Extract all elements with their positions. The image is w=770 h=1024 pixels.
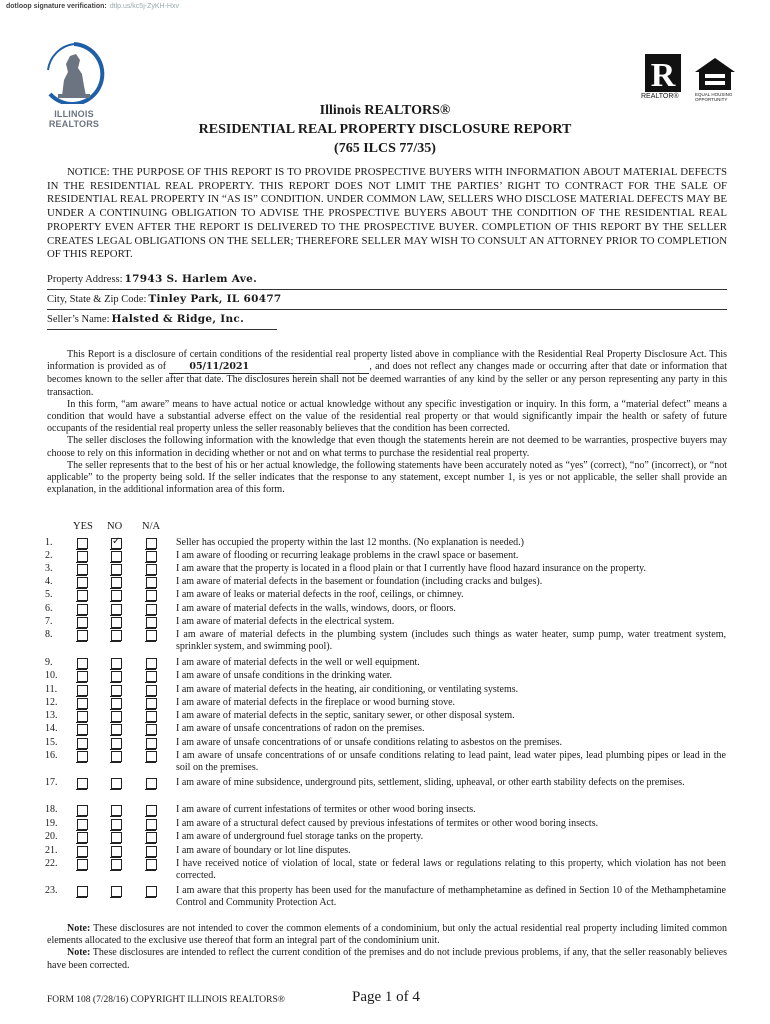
checkbox-yes[interactable] <box>77 551 88 562</box>
question-text: I am aware of material defects in the fireplace or wood burning stove. <box>176 697 456 708</box>
checkbox-na[interactable] <box>146 859 157 870</box>
checkbox-underline <box>145 588 156 589</box>
checkbox-underline <box>145 669 156 670</box>
checkbox-underline <box>110 575 121 576</box>
checkbox-yes[interactable] <box>77 832 88 843</box>
checkbox-yes[interactable] <box>77 538 88 549</box>
question-number: 17. <box>45 777 58 788</box>
question-text: I am aware of material defects in the electrical system. <box>176 616 395 627</box>
question-text: I am aware of a structural defect caused by previous infestations of termites or other wood boring insects. <box>176 818 599 829</box>
checkbox-no[interactable] <box>111 577 122 588</box>
checkbox-underline <box>110 641 121 642</box>
realtor-tag: REALTOR® <box>641 93 679 100</box>
checkbox-yes[interactable] <box>77 751 88 762</box>
question-text: I am aware of unsafe conditions in the drinking water. <box>176 670 393 681</box>
checkbox-underline <box>110 628 121 629</box>
notice-paragraph: NOTICE: THE PURPOSE OF THIS REPORT IS TO PROVIDE PROSPECTIVE BUYERS WITH INFORMATION ABOUT MATERIAL DEFECTS IN THE RESIDENTIAL REAL PROPERTY. THIS REPORT DOES NOT LIMIT THE PARTIES’ RIGHT TO CONTRACT FOR THE SALE OF RESIDENTIAL REAL PROPERTY IN “AS IS” CONDITION. UNDER COMMON LAW, SELLERS WHO DISCLOSE MATERIAL DEFECTS MAY BE UNDER A CONTINUING OBLIGATION TO ADVISE THE PROSPECTIVE BUYERS ABOUT THE CONDITION OF THE RESIDENTIAL REAL PROPERTY EVEN AFTER THE REPORT IS DELIVERED TO THE PROSPECTIVE BUYER. COMPLETION OF THIS REPORT BY THE SELLER CREATES LEGAL OBLIGATIONS ON THE SELLER; THEREFORE SELLER MAY WISH TO CONSULT AN ATTORNEY PRIOR TO COMPLETION OF THIS REPORT. <box>47 166 727 261</box>
checkbox-underline <box>110 843 121 844</box>
property-address-label: Property Address: <box>47 274 123 285</box>
question-number: 16. <box>45 750 58 761</box>
checkbox-no[interactable] <box>111 751 122 762</box>
checkbox-underline <box>145 549 156 550</box>
form-footer: FORM 108 (7/28/16) COPYRIGHT ILLINOIS REALTORS® <box>47 995 285 1005</box>
note-2: Note: These disclosures are intended to reflect the current condition of the premises and do not include previous problems, if any, that the seller reasonably believes have been corrected. <box>47 947 727 971</box>
question-number: 13. <box>45 710 58 721</box>
checkbox-underline <box>145 628 156 629</box>
checkbox-no[interactable] <box>111 805 122 816</box>
checkbox-underline <box>76 615 87 616</box>
checkbox-underline <box>76 601 87 602</box>
intro-section <box>47 349 727 496</box>
eho-tag: EQUAL HOUSING OPPORTUNITY <box>695 92 733 102</box>
checkbox-underline <box>110 749 121 750</box>
checkbox-underline <box>145 696 156 697</box>
checkbox-yes[interactable] <box>77 819 88 830</box>
checkbox-no[interactable] <box>111 832 122 843</box>
checkbox-no[interactable] <box>111 604 122 615</box>
checkbox-underline <box>76 857 87 858</box>
form-title: RESIDENTIAL REAL PROPERTY DISCLOSURE REPORT <box>198 122 572 137</box>
question-text: I have received notice of violation of local, state or federal laws or regulations relating to this property, which violation has not been corrected. <box>176 858 726 882</box>
question-number: 18. <box>45 804 58 815</box>
verification-label: dotloop signature verification: <box>6 3 107 10</box>
checkbox-na[interactable] <box>146 738 157 749</box>
checkbox-no[interactable] <box>111 551 122 562</box>
checkbox-yes[interactable] <box>77 711 88 722</box>
checkbox-na[interactable] <box>146 846 157 857</box>
checkbox-underline <box>145 562 156 563</box>
checkbox-no[interactable] <box>111 658 122 669</box>
question-number: 6. <box>45 603 53 614</box>
checkbox-na[interactable] <box>146 832 157 843</box>
city-label: City, State & Zip Code: <box>47 294 147 305</box>
question-number: 11. <box>45 684 58 695</box>
question-text: I am aware of mine subsidence, underground pits, settlement, sliding, upheaval, or other earth stability defects on the premises. <box>176 777 685 788</box>
lincoln-bust-icon <box>40 40 108 104</box>
disclosure-date[interactable]: 05/11/2021 <box>169 361 369 374</box>
checkbox-na[interactable] <box>146 778 157 789</box>
checkbox-no[interactable] <box>111 617 122 628</box>
checkbox-no[interactable] <box>111 711 122 722</box>
page-number: Page 1 of 4 <box>352 989 420 1005</box>
question-text: I am aware of material defects in the well or well equipment. <box>176 657 420 668</box>
checkbox-underline <box>145 641 156 642</box>
checkbox-underline <box>110 830 121 831</box>
signature-verification <box>6 3 179 10</box>
checkbox-underline <box>76 816 87 817</box>
checkbox-underline <box>76 575 87 576</box>
question-number: 14. <box>45 723 58 734</box>
checkbox-underline <box>110 549 121 550</box>
checkbox-underline <box>145 789 156 790</box>
question-number: 19. <box>45 818 58 829</box>
checkbox-underline <box>145 575 156 576</box>
intro-paragraph-3: The seller discloses the following information with the knowledge that even though the statements herein are not deemed to be warranties, prospective buyers may choose to rely on this information in deciding whether or not and on what terms to purchase the residential real property. <box>47 435 727 459</box>
checkbox-underline <box>145 709 156 710</box>
question-text: I am aware of unsafe concentrations of or unsafe conditions relating to asbestos on the premises. <box>176 737 562 748</box>
checkbox-underline <box>76 762 87 763</box>
checkbox-na[interactable] <box>146 564 157 575</box>
property-address-field[interactable] <box>47 273 727 290</box>
question-text: I am aware that this property has been used for the manufacture of methamphetamine as defined in Section 10 of the Methamphetamine Control and Community Protection Act. <box>176 885 726 909</box>
checkbox-no[interactable] <box>111 859 122 870</box>
question-text: I am aware of unsafe concentrations of or unsafe conditions relating to lead paint, lead water pipes, lead plumbing pipes or lead in the soil on the premises. <box>176 750 726 774</box>
checkbox-na[interactable] <box>146 617 157 628</box>
checkbox-no[interactable] <box>111 846 122 857</box>
checkbox-na[interactable] <box>146 671 157 682</box>
checkbox-yes[interactable] <box>77 698 88 709</box>
checkbox-underline <box>145 735 156 736</box>
question-number: 12. <box>45 697 58 708</box>
question-number: 1. <box>45 537 53 548</box>
question-number: 5. <box>45 589 53 600</box>
checkbox-na[interactable] <box>146 551 157 562</box>
checkbox-no[interactable] <box>111 630 122 641</box>
checkbox-underline <box>110 615 121 616</box>
checkbox-yes[interactable] <box>77 577 88 588</box>
question-text: I am aware of leaks or material defects in the roof, ceilings, or chimney. <box>176 589 464 600</box>
verification-link[interactable]: dtlp.us/kc5j-ZyKH-Hxv <box>109 3 179 10</box>
svg-text:R: R <box>650 57 676 94</box>
checkbox-yes[interactable] <box>77 658 88 669</box>
checkbox-no[interactable] <box>111 671 122 682</box>
question-number: 9. <box>45 657 53 668</box>
checkbox-na[interactable] <box>146 805 157 816</box>
checkbox-underline <box>145 857 156 858</box>
checkbox-underline <box>76 669 87 670</box>
checkbox-underline <box>110 735 121 736</box>
checkbox-underline <box>76 843 87 844</box>
checkbox-underline <box>76 628 87 629</box>
checkbox-yes[interactable] <box>77 630 88 641</box>
checkbox-yes[interactable] <box>77 671 88 682</box>
checkbox-na[interactable] <box>146 590 157 601</box>
checkbox-yes[interactable] <box>77 604 88 615</box>
checkbox-underline <box>110 762 121 763</box>
checkbox-yes[interactable] <box>77 738 88 749</box>
checkbox-underline <box>76 897 87 898</box>
checkbox-yes[interactable] <box>77 617 88 628</box>
checkbox-underline <box>110 816 121 817</box>
checkbox-underline <box>76 562 87 563</box>
checkbox-yes[interactable] <box>77 590 88 601</box>
intro-paragraph-4: The seller represents that to the best of his or her actual knowledge, the following statements have been accurately noted as “yes” (correct), “no” (incorrect), or “not applicable” to the property being sold. If the seller indicates that the response to any statement, except number 1, is yes or not applicable, the seller shall provide an explanation, in the additional information area of this form. <box>47 459 727 496</box>
checkbox-underline <box>110 709 121 710</box>
question-number: 2. <box>45 550 53 561</box>
checkbox-underline <box>76 870 87 871</box>
checkbox-underline <box>110 669 121 670</box>
checkbox-underline <box>76 749 87 750</box>
seller-value[interactable]: Halsted & Ridge, Inc. <box>111 313 245 325</box>
question-text: I am aware of material defects in the basement or foundation (including cracks and bulges). <box>176 576 543 587</box>
checkbox-no[interactable] <box>111 698 122 709</box>
realtor-eho-logos <box>641 52 741 104</box>
question-number: 8. <box>45 629 53 640</box>
checkbox-yes[interactable] <box>77 724 88 735</box>
question-text: I am aware of material defects in the plumbing system (includes such things as water heater, sump pump, water treatment system, sprinkler system, and swimming pool). <box>176 629 726 653</box>
checkbox-underline <box>110 789 121 790</box>
property-address-value[interactable]: 17943 S. Harlem Ave. <box>124 273 258 285</box>
question-number: 10. <box>45 670 58 681</box>
checkbox-underline <box>76 830 87 831</box>
checkbox-underline <box>145 762 156 763</box>
checkbox-na[interactable] <box>146 819 157 830</box>
checkbox-underline <box>145 870 156 871</box>
checkbox-underline <box>76 682 87 683</box>
intro-paragraph-1: This Report is a disclosure of certain conditions of the residential real property listed above in compliance with the Residential Real Property Disclosure Act. This information is provided as of 05/11/2021 , and does not reflect any changes made or occurring after that date or information that becomes known to the seller after that date. The disclosures herein shall not be deemed warranties of any kind by the seller or any person representing any party in this transaction. <box>47 349 728 398</box>
checkbox-underline <box>145 615 156 616</box>
column-yes: YES <box>73 521 93 532</box>
checkbox-underline <box>145 830 156 831</box>
checkbox-underline <box>76 641 87 642</box>
checkbox-underline <box>145 722 156 723</box>
checkbox-no[interactable] <box>111 886 122 897</box>
checkbox-underline <box>110 857 121 858</box>
question-number: 22. <box>45 858 58 869</box>
checkbox-underline <box>76 722 87 723</box>
intro-paragraph-2: In this form, “am aware” means to have actual notice or actual knowledge without any specific investigation or inquiry. In this form, a “material defect” means a condition that would have a substantial adverse effect on the value of the residential real property or that would significantly impair the health or safety of future occupants of the residential real property unless the seller reasonably believes that the condition has been corrected. <box>47 398 727 435</box>
column-na: N/A <box>142 521 161 532</box>
checkbox-na[interactable] <box>146 751 157 762</box>
checkbox-underline <box>145 682 156 683</box>
notes-section <box>47 923 727 972</box>
checkbox-underline <box>76 549 87 550</box>
checkbox-underline <box>110 588 121 589</box>
question-text: I am aware of current infestations of termites or other wood boring insects. <box>176 804 476 815</box>
checkbox-no[interactable] <box>111 564 122 575</box>
checkbox-yes[interactable] <box>77 564 88 575</box>
city-state-zip-field[interactable] <box>47 293 727 310</box>
city-value[interactable]: Tinley Park, IL 60477 <box>148 293 282 305</box>
checkbox-underline <box>110 696 121 697</box>
checkbox-na[interactable] <box>146 724 157 735</box>
checkbox-underline <box>76 709 87 710</box>
checkbox-no[interactable] <box>111 738 122 749</box>
checkbox-underline <box>76 696 87 697</box>
checkbox-no[interactable] <box>111 778 122 789</box>
checkbox-na[interactable] <box>146 685 157 696</box>
checkbox-na[interactable] <box>146 711 157 722</box>
question-number: 7. <box>45 616 53 627</box>
checkbox-na[interactable] <box>146 658 157 669</box>
checkbox-underline <box>76 735 87 736</box>
question-text: I am aware of material defects in the walls, windows, doors, or floors. <box>176 603 456 614</box>
checkbox-na[interactable] <box>146 886 157 897</box>
logo-line1: ILLINOIS <box>54 109 94 119</box>
equal-housing-icon <box>695 58 735 90</box>
checkbox-underline <box>76 588 87 589</box>
checkbox-no[interactable] <box>111 724 122 735</box>
checkbox-underline <box>145 816 156 817</box>
question-text: Seller has occupied the property within the last 12 months. (No explanation is needed.) <box>176 537 524 548</box>
question-text: I am aware of unsafe concentrations of radon on the premises. <box>176 723 425 734</box>
question-number: 15. <box>45 737 58 748</box>
checkbox-no[interactable] <box>111 590 122 601</box>
note-1: Note: These disclosures are not intended to cover the common elements of a condominium, but only the actual residential real property including limited common elements allocated to the exclusive use thereof that form an integral part of the condominium unit. <box>47 923 727 947</box>
question-text: I am aware of material defects in the septic, sanitary sewer, or other disposal system. <box>176 710 515 721</box>
checkbox-yes[interactable] <box>77 778 88 789</box>
form-org-title: Illinois REALTORS® <box>319 103 451 118</box>
checkbox-underline <box>76 789 87 790</box>
logo-line2: REALTORS <box>48 119 100 129</box>
checkbox-yes[interactable] <box>77 685 88 696</box>
checkbox-yes[interactable] <box>77 886 88 897</box>
question-number: 3. <box>45 563 53 574</box>
checkbox-underline <box>110 870 121 871</box>
checkbox-underline <box>110 562 121 563</box>
checkbox-na[interactable] <box>146 538 157 549</box>
checkbox-underline <box>110 601 121 602</box>
checkbox-yes[interactable] <box>77 859 88 870</box>
checkbox-underline <box>110 682 121 683</box>
checkbox-underline <box>110 722 121 723</box>
question-number: 23. <box>45 885 58 896</box>
question-number: 4. <box>45 576 53 587</box>
question-text: I am aware of material defects in the heating, air conditioning, or ventilating systems. <box>176 684 519 695</box>
checkbox-yes[interactable] <box>77 846 88 857</box>
question-text: I am aware that the property is located in a flood plain or that I currently have flood hazard insurance on the property. <box>176 563 647 574</box>
question-text: I am aware of boundary or lot line disputes. <box>176 845 351 856</box>
checkbox-no[interactable] <box>111 819 122 830</box>
checkbox-underline <box>145 843 156 844</box>
checkbox-yes[interactable] <box>77 805 88 816</box>
checkbox-underline <box>110 897 121 898</box>
question-text: I am aware of underground fuel storage tanks on the property. <box>176 831 424 842</box>
seller-name-field[interactable] <box>47 313 277 330</box>
checkbox-na[interactable] <box>146 577 157 588</box>
checkbox-underline <box>145 897 156 898</box>
checkbox-underline <box>145 749 156 750</box>
checkbox-no[interactable] <box>111 538 122 549</box>
question-text: I am aware of flooding or recurring leakage problems in the crawl space or basement. <box>176 550 519 561</box>
checkbox-na[interactable] <box>146 630 157 641</box>
form-statute: (765 ILCS 77/35) <box>334 141 436 156</box>
checkbox-underline <box>145 601 156 602</box>
checkbox-no[interactable] <box>111 685 122 696</box>
checkbox-na[interactable] <box>146 604 157 615</box>
question-number: 20. <box>45 831 58 842</box>
question-number: 21. <box>45 845 58 856</box>
seller-label: Seller’s Name: <box>47 314 110 325</box>
column-no: NO <box>107 521 123 532</box>
checkbox-na[interactable] <box>146 698 157 709</box>
